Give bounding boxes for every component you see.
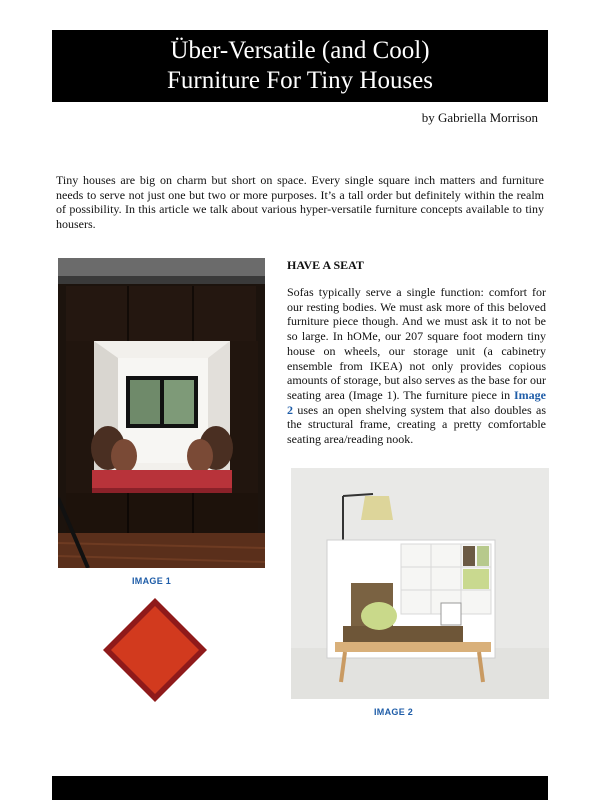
section-heading: HAVE A SEAT — [287, 258, 364, 272]
article-title-line-2: Furniture For Tiny Houses — [166, 67, 433, 94]
footer-bar — [52, 776, 548, 800]
shelving-seat-photo — [291, 468, 549, 699]
intro-paragraph: Tiny houses are big on charm but short on space. Every single square inch matters and furniture needs to serve not just one but two or more purposes. It’s a tall order but definitely within the realm of possibility. In this article we talk about various hyper-versatile furniture concepts available to tiny housers. — [56, 173, 544, 231]
section-body-text — [287, 285, 546, 447]
article-title-banner — [52, 30, 548, 102]
window-seat-photo — [58, 258, 265, 568]
shelving-seat-illustration — [291, 468, 549, 699]
article-title-line-1: Über-Versatile (and Cool) — [170, 37, 430, 64]
author-byline: by Gabriella Morrison — [421, 110, 538, 125]
image-2-caption: IMAGE 2 — [374, 707, 414, 717]
body-text-part-2: uses an open shelving system that also doubles as the structural frame, creating a pretty comfortable seating area/reading nook. — [287, 402, 546, 447]
body-text-part-1: Sofas typically serve a single function: comfort for our resting bodies. We must ask more of this beloved furniture piece though. And we must ask it to not be so large. In hOMe, our 207 square foot modern tiny house on wheels, our storage unit (a cabinetry ensemble from IKEA) not only provides copious amounts of storage, but also serves as the base for our seating area (Image 1). The furniture piece in — [287, 285, 546, 402]
image-2-link[interactable]: Image 2 — [287, 387, 546, 417]
window-seat-illustration — [58, 258, 265, 568]
image-1-caption: IMAGE 1 — [132, 576, 172, 586]
red-diamond-graphic — [101, 596, 209, 704]
